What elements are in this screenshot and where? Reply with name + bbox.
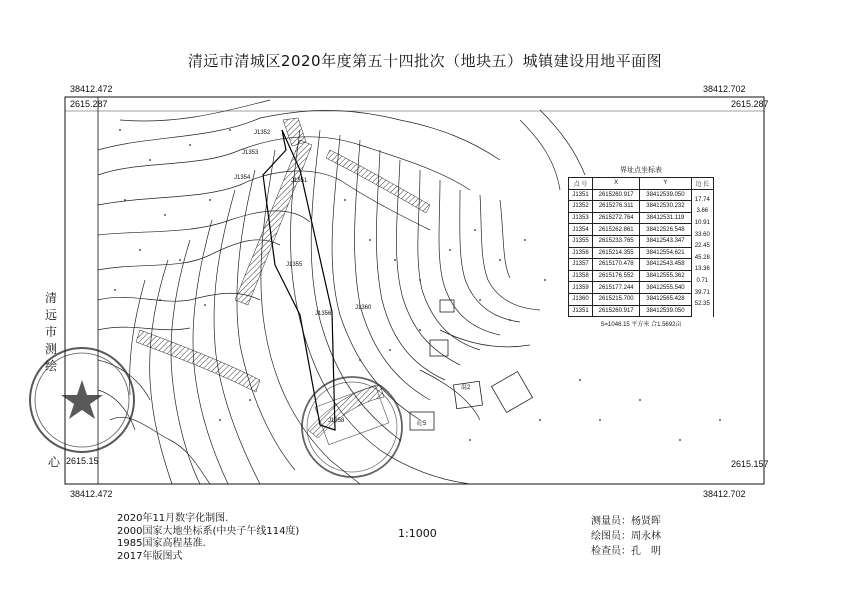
coord-cell-point: J1357: [569, 259, 593, 271]
coord-cell-y: 38412565.428: [640, 293, 691, 305]
coord-cell-x: 2615176.552: [593, 270, 640, 282]
coord-cell-point: J1356: [569, 247, 593, 259]
coord-cell-y: 38412555.540: [640, 282, 691, 294]
coord-cell-len: 45.28: [691, 252, 713, 264]
coord-cell-x: 2615260.917: [593, 305, 640, 317]
coord-cell-len: 17.74: [691, 194, 713, 206]
note-elevation-datum: 1985国家高程基准.: [117, 538, 206, 549]
coord-cell-y: 38412543.458: [640, 259, 691, 271]
point-label-j1354: J1354: [234, 175, 251, 181]
top-right-y-coord: 2615.287: [731, 99, 769, 109]
note-map-style: 2017年版图式: [117, 550, 183, 562]
coord-cell-len: 0.71: [691, 275, 713, 287]
building-label-house2: 混2: [461, 385, 471, 391]
coord-cell-len: 33.60: [691, 229, 713, 241]
coord-cell-len: 10.91: [691, 217, 713, 229]
point-label-j1353: J1353: [242, 150, 259, 156]
coord-cell-x: 2615272.764: [593, 212, 640, 224]
coord-cell-point: J1351: [569, 189, 593, 201]
coord-cell-len: 39.71: [691, 287, 713, 299]
point-label-j1360: J1360: [355, 305, 372, 311]
coord-table-title: 界址点坐标表: [620, 166, 662, 174]
coord-cell-x: 2615177.244: [593, 282, 640, 294]
coord-cell-x: 2615260.917: [593, 189, 640, 201]
point-label-j1355: J1355: [286, 262, 303, 268]
note-coordinate-system: 2000国家大地坐标系(中央子午线114度): [117, 525, 300, 537]
coord-cell-point: J1351: [569, 305, 593, 317]
coord-cell-len: 3.66: [691, 206, 713, 218]
coord-table-row: [569, 189, 714, 201]
coord-cell-y: 38412539.050: [640, 189, 691, 201]
coord-header-y: Y: [640, 178, 691, 190]
point-label-j1352: J1352: [254, 130, 271, 136]
map-title: 清远市清城区2020年度第五十四批次（地块五）城镇建设用地平面图: [187, 52, 663, 70]
map-notes: [117, 513, 299, 563]
coord-table: [568, 177, 714, 317]
coord-cell-y: 38412539.050: [640, 305, 691, 317]
top-left-x-coord: 38412.472: [70, 84, 113, 94]
point-label-j1351: J1351: [291, 178, 308, 184]
note-date: 2020年11月数字化制图.: [117, 513, 229, 524]
coord-cell-len: [691, 310, 713, 322]
coord-cell-point: J1360: [569, 293, 593, 305]
coord-header-x: X: [593, 178, 640, 190]
boundary-coordinate-table: [568, 165, 714, 328]
coord-cell-point: J1353: [569, 212, 593, 224]
coord-cell-y: 38412526.548: [640, 224, 691, 236]
coord-cell-len: 13.36: [691, 264, 713, 276]
coord-cell-x: 2615214.355: [593, 247, 640, 259]
coord-cell-point: J1355: [569, 235, 593, 247]
top-right-x-coord: 38412.702: [703, 84, 746, 94]
bottom-right-x-coord: 38412.702: [703, 489, 746, 499]
checker: 检查员：孔 明: [591, 546, 661, 557]
coord-cell-y: 38412554.621: [640, 247, 691, 259]
coord-cell-x: 2615276.311: [593, 201, 640, 213]
point-label-j1358: J1358: [328, 418, 345, 424]
coord-cell-x: 2615262.861: [593, 224, 640, 236]
map-scale: 1:1000: [398, 527, 437, 540]
point-label-j1356: J1356: [315, 311, 332, 317]
stamp-edge-char: 心: [48, 455, 61, 469]
coord-cell-point: J1359: [569, 282, 593, 294]
surveyor: 测量员：杨贤晖: [591, 516, 661, 527]
coord-cell-point: J1352: [569, 201, 593, 213]
coord-header-point: 点 号: [569, 178, 593, 190]
coord-table-header-row: [569, 178, 714, 190]
bottom-left-x-coord: 38412.472: [70, 489, 113, 499]
coord-cell-len: 22.45: [691, 240, 713, 252]
parcel-area: S=1046.15 平方米 合1.5692亩: [600, 322, 682, 329]
coord-cell-y: 38412543.347: [640, 235, 691, 247]
drafter: 绘图员：周永林: [591, 531, 661, 542]
coord-cell-x: 2615215.700: [593, 293, 640, 305]
staff-block: [591, 514, 661, 559]
coord-cell-len: 52.35: [691, 298, 713, 310]
coord-cell-point: J1354: [569, 224, 593, 236]
coord-cell-point: J1358: [569, 270, 593, 282]
side-label-surveying-institute: 清远市测绘: [44, 291, 57, 373]
bottom-right-y-coord: 2615.157: [731, 459, 769, 469]
top-left-y-coord: 2615.287: [70, 99, 108, 109]
coord-cell-x: 2615233.765: [593, 235, 640, 247]
coord-cell-y: 38412531.119: [640, 212, 691, 224]
coord-cell-y: 38412555.362: [640, 270, 691, 282]
bottom-left-y-coord: 2615.15: [66, 456, 99, 466]
building-label-house5: 砼5: [417, 421, 427, 427]
coord-header-length: 边 长: [691, 178, 713, 190]
coord-cell-x: 2615170.478: [593, 259, 640, 271]
coord-cell-y: 38412530.232: [640, 201, 691, 213]
